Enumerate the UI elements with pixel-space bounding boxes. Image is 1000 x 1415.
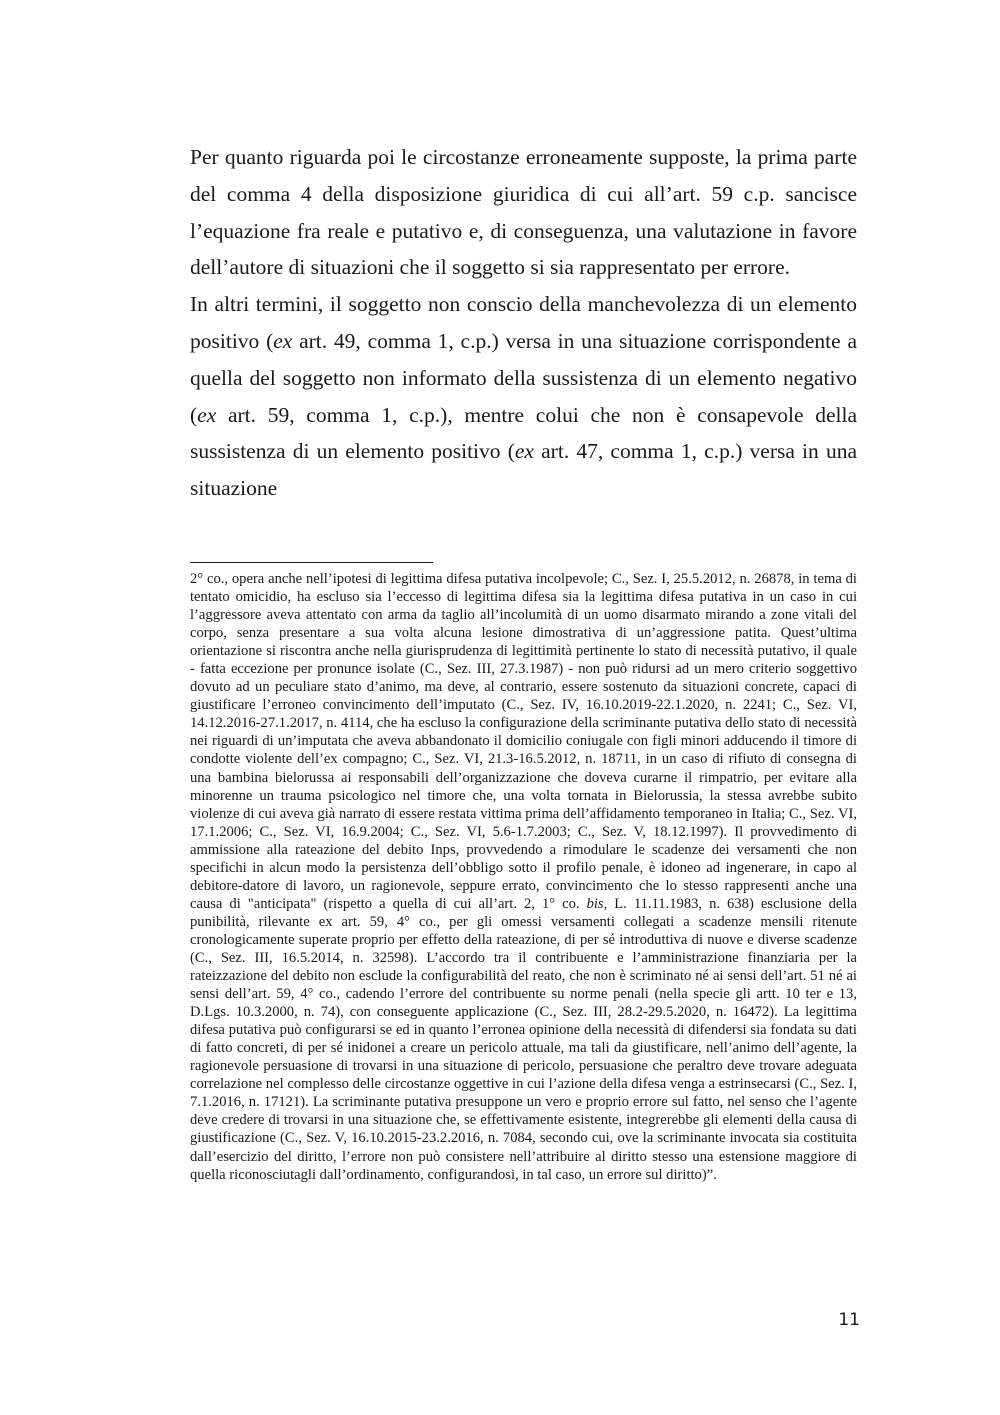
paragraph-2-text-4: art. 47, comma 1, c.p.) versa in una situazione: [190, 439, 857, 501]
paragraph-2-latin-ex-3: ex: [514, 439, 534, 464]
footnote: [190, 570, 857, 1184]
paragraph-2-text-2: art. 49, comma 1, c.p.) versa in una situazione corrispondente a quella del soggetto non informato della sussistenza di un elemento negativo (: [190, 328, 857, 427]
paragraph-2-text-3: art. 59, comma 1, c.p.), mentre colui che non è consapevole della sussistenza di un elemento positivo (: [190, 402, 857, 464]
paragraph-2-latin-ex-1: ex: [273, 328, 293, 353]
body-paragraph-2: [190, 286, 857, 507]
body-paragraph-1: Per quanto riguarda poi le circostanze erroneamente supposte, la prima parte del comma 4 della disposizione giuridica di cui all’art. 59 c.p. sancisce l’equazione fra reale e putativo e, di conseguenza, una valutazione in favore dell’autore di situazioni che il soggetto si sia rappresentato per errore.: [190, 145, 857, 280]
page-number: 11: [838, 1310, 860, 1330]
main-text: [190, 139, 857, 507]
paragraph-2-text-1: In altri termini, il soggetto non conscio della manchevolezza di un elemento positivo (: [190, 292, 857, 353]
footnote-separator: [190, 562, 433, 563]
footnote-italic-bis: bis: [586, 895, 604, 912]
footnote-text-2: , L. 11.11.1983, n. 638) esclusione della punibilità, rilevante ex art. 59, 4° co., per gli omessi versamenti collegati a scadenze mensili ritenute cronologicamente superate proprio per effetto della rateazione, di per sé introduttiva di nuove e diverse scadenze (C., Sez. III, 16.5.2014, n. 32598). L’accordo tra il contribuente e l’amministrazione finanziaria per la rateizzazione del debito non esclude la configurabilità del reato, che non è scriminato né ai sensi dell’art. 51 né ai sensi dell’art. 59, 4° co., cadendo l’errore del contribuente su norme penali (nella specie gli artt. 10 ter e 13, D.Lgs. 10.3.2000, n. 74), con conseguente applicazione (C., Sez. III, 28.2-29.5.2020, n. 16472). La legittima difesa putativa può configurarsi se ed in quanto l’erronea opinione della necessità di difendersi sia fondata su dati di fatto concreti, di per sé inidonei a creare un pericolo attuale, ma tali da giustificare, nell’animo dell’agente, la ragionevole persuasione di trovarsi in una situazione di pericolo, persuasione che peraltro deve trovare adeguata correlazione nel complesso delle circostanze oggettive in cui l’azione della difesa venga a estrinsecarsi (C., Sez. I, 7.1.2016, n. 17121). La scriminante putativa presuppone un vero e proprio errore sul fatto, nel senso che l’agente deve credere di trovarsi in una situazione che, se effettivamente esistente, integrerebbe gli elementi della causa di giustificazione (C., Sez. V, 16.10.2015-23.2.2016, n. 7084, secondo cui, ove la scriminante invocata sia costituita dall’esercizio del diritto, l’errore non può consistere nell’attribuire al diritto stesso una estensione maggiore di quella riconosciutagli dall’ordinamento, configurandosi, in tal caso, un errore sul diritto)”.: [190, 895, 857, 1183]
footnote-text-1: 2° co., opera anche nell’ipotesi di legittima difesa putativa incolpevole; C., Sez. I, 25.5.2012, n. 26878, in tema di tentato omicidio, ha escluso sia l’eccesso di legittima difesa sia la legittima difesa putativa in un caso in cui l’aggressore aveva attentato con arma da taglio all’incolumità di un uomo disarmato mirando a zone vitali del corpo, senza presentare a sua volta alcuna lesione dimostrativa di un’aggressione patita. Quest’ultima orientazione si riscontra anche nella giurisprudenza di legittimità pertinente lo stato di necessità putativo, il quale - fatta eccezione per pronunce isolate (C., Sez. III, 27.3.1987) - non può ridursi ad un mero criterio soggettivo dovuto ad un peculiare stato d’animo, ma deve, al contrario, essere sostenuto da situazioni concrete, capaci di giustificare l’erroneo convincimento dell’imputato (C., Sez. IV, 16.10.2019-22.1.2020, n. 2241; C., Sez. VI, 14.12.2016-27.1.2017, n. 4114, che ha escluso la configurazione della scriminante putativa dello stato di necessità nei riguardi di un’imputata che aveva abbandonato il domicilio coniugale con figli minori adducendo il timore di condotte violente dell’ex compagno; C., Sez. VI, 21.3-16.5.2012, n. 18711, in un caso di rifiuto di consegna di una bambina bielorussa ai responsabili dell’organizzazione che doveva curarne il rimpatrio, per evitare alla minorenne un trauma psicologico nel timore che, una volta tornata in Bielorussia, la stessa avrebbe subito violenze di cui aveva già narrato di essere restata vittima prima dell’affidamento temporaneo in Italia; C., Sez. VI, 17.1.2006; C., Sez. VI, 16.9.2004; C., Sez. VI, 5.6-1.7.2003; C., Sez. V, 18.12.1997). Il provvedimento di ammissione alla rateazione del debito Inps, provvedendo a rimodulare le scadenze dei versamenti che non specifichi in alcun modo la persistenza dell’obbligo sotto il profilo penale, è idoneo ad ingenerare, in capo al debitore-datore di lavoro, un ragionevole, seppure errato, convincimento che lo stesso rappresenti anche una causa di "anticipata" (rispetto a quella di cui all’art. 2, 1° co.: [190, 571, 857, 912]
paragraph-2-latin-ex-2: ex: [197, 402, 217, 427]
